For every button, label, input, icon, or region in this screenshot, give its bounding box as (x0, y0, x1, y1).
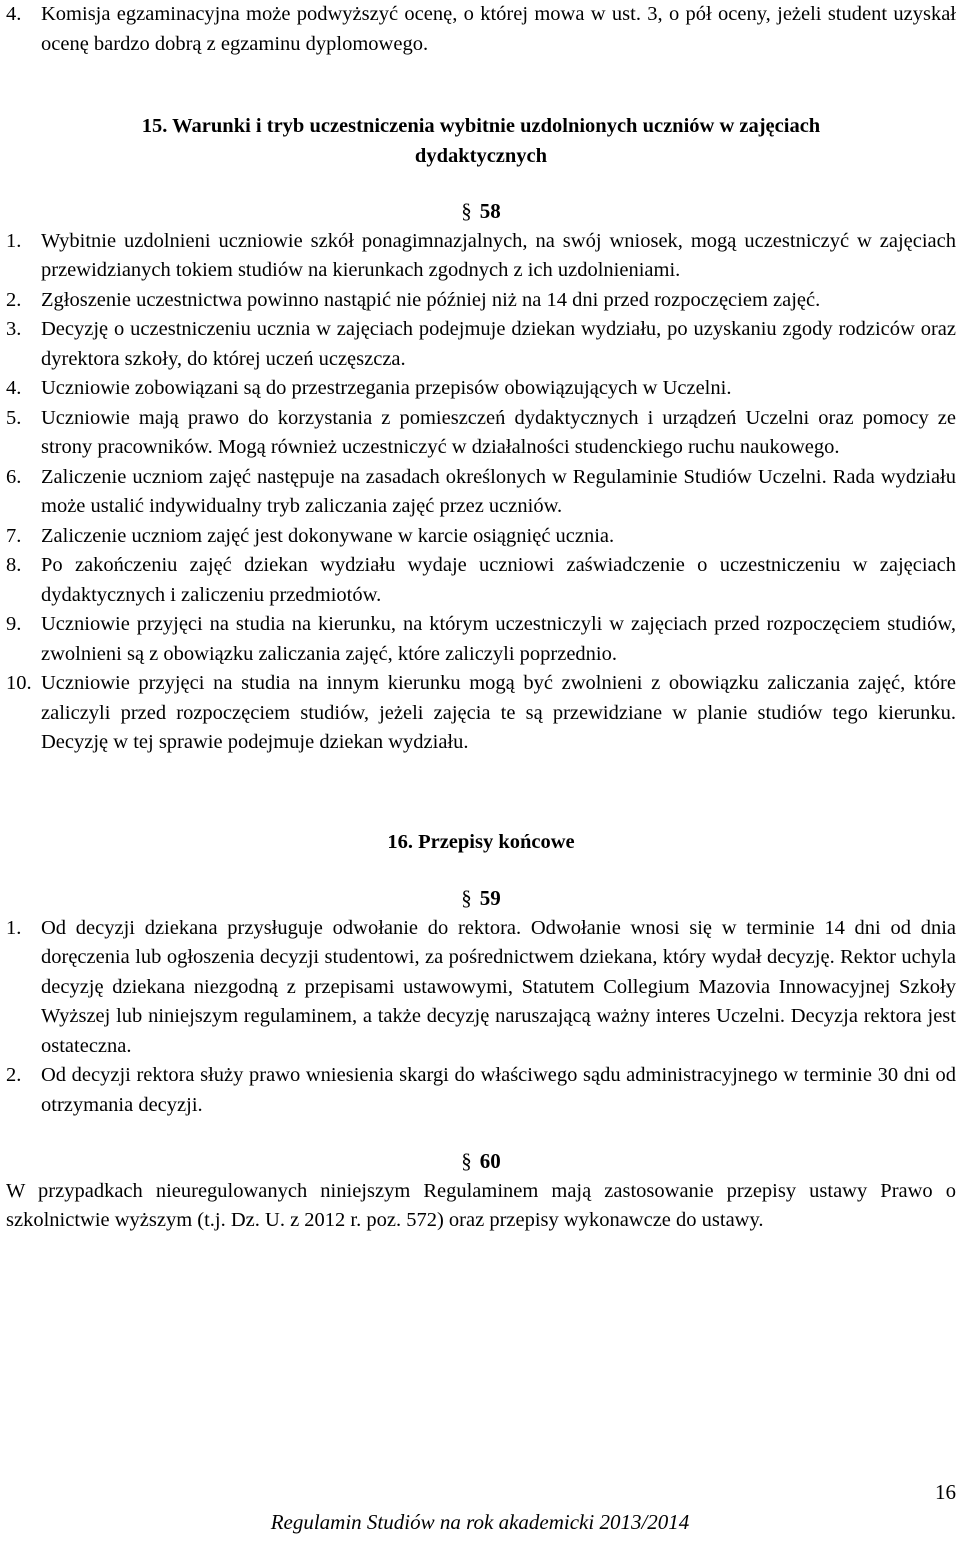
item-number: 5. (6, 406, 22, 429)
item-number: 8. (6, 554, 22, 576)
list-item (6, 1061, 956, 1120)
paragraph-number: 58 (479, 199, 501, 223)
item-text: Uczniowie przyjęci na studia na innym kierunku mogą być zwolnieni z obowiązku zaliczania zajęć, które zaliczyli przed rozpoczęciem studiów, jeżeli zajęcia te są przewidziane w planie studiów tego kierunku. Decyzję w tej sprawie podejmuje dziekan wydziału. (41, 672, 956, 753)
paragraph-sign: § (461, 199, 472, 223)
list-item (6, 610, 956, 669)
item-text: Komisja egzaminacyjna może podwyższyć ocenę, o której mowa w ust. 3, o pół oceny, jeżeli student uzyskał ocenę bardzo dobrą z egzaminu dyplomowego. (41, 3, 956, 55)
item-text: Od decyzji dziekana przysługuje odwołanie do rektora. Odwołanie wnosi się w terminie 14 dni od dnia doręczenia lub ogłoszenia decyzji studentowi, za pośrednictwem dziekana, który wydał decyzję. Rektor uchyla decyzję dziekana niezgodną z przepisami ustawowymi, Statutem Collegium Mazovia Innowacyjnej Szkoły Wyższej lub niniejszym regulaminem, a także decyzję naruszającą ważny interes Uczelni. Decyzja rektora jest ostateczna. (41, 916, 956, 1057)
page-number: 16 (935, 1480, 956, 1504)
paragraph-number: 59 (479, 886, 501, 910)
item-text: Zgłoszenie uczestnictwa powinno nastąpić nie później niż na 14 dni przed rozpoczęciem zajęć. (41, 288, 821, 311)
list-item (6, 0, 956, 59)
item-text: Uczniowie zobowiązani są do przestrzegania przepisów obowiązujących w Uczelni. (41, 377, 732, 399)
list-item (6, 522, 956, 552)
item-text: Zaliczenie uczniom zajęć jest dokonywane w karcie osiągnięć ucznia. (41, 524, 615, 547)
item-number: 9. (6, 613, 22, 635)
document-page (6, 0, 956, 1236)
paragraph-number: 60 (479, 1149, 501, 1173)
item-number: 3. (6, 318, 22, 340)
item-number: 10. (6, 672, 32, 694)
list-item (6, 551, 956, 610)
item-number: 7. (6, 524, 22, 547)
paragraph-60-text: W przypadkach nieuregulowanych niniejszym Regulaminem mają zastosowanie przepisy ustawy Prawo o szkolnictwie wyższym (t.j. Dz. U. z 2012 r. poz. 572) oraz przepisy wykonawcze do ustawy. (6, 1179, 956, 1231)
item-number: 4. (6, 3, 22, 25)
paragraph-60-heading (6, 1147, 956, 1177)
paragraph-59-heading (6, 884, 956, 914)
section-16-title: 16. Przepisy końcowe (387, 830, 575, 853)
list-item (6, 286, 956, 316)
item-number: 4. (6, 377, 22, 399)
list-item (6, 463, 956, 522)
item-text: Zaliczenie uczniom zajęć następuje na zasadach określonych w Regulaminie Studiów Uczelni. Rada wydziału może ustalić indywidualny tryb zaliczania zajęć przez uczniów. (41, 465, 956, 517)
list-item (6, 315, 956, 374)
item-number: 2. (6, 288, 22, 311)
list-item (6, 669, 956, 758)
item-text: Wybitnie uzdolnieni uczniowie szkół ponagimnazjalnych, na swój wniosek, mogą uczestniczyć w zajęciach przewidzianych tokiem studiów na kierunkach zgodnych z ich uzdolnieniami. (41, 229, 956, 281)
section-16-list (6, 914, 956, 1121)
list-item (6, 227, 956, 286)
paragraph-sign: § (461, 886, 472, 910)
item-number: 1. (6, 229, 22, 252)
paragraph-sign: § (461, 1149, 472, 1173)
list-item (6, 374, 956, 404)
item-text: Po zakończeniu zajęć dziekan wydziału wydaje uczniowi zaświadczenie o uczestniczeniu w zajęciach dydaktycznych i zaliczeniu przedmiotów. (41, 554, 956, 606)
item-text: Decyzję o uczestniczeniu ucznia w zajęciach podejmuje dziekan wydziału, po uzyskaniu zgody rodziców oraz dyrektora szkoły, do której uczeń uczęszcza. (41, 318, 956, 370)
page-footer: Regulamin Studiów na rok akademicki 2013/2014 (270, 1510, 690, 1534)
section-15-title (6, 112, 956, 171)
item-text: Od decyzji rektora służy prawo wniesienia skargi do właściwego sądu administracyjnego w terminie 30 dni od otrzymania decyzji. (41, 1064, 956, 1116)
item-number: 1. (6, 916, 22, 939)
section-15-title-line2: dydaktycznych (414, 144, 548, 167)
item-text: Uczniowie przyjęci na studia na kierunku, na którym uczestniczyli w zajęciach przed rozpoczęciem studiów, zwolnieni są z obowiązku zaliczania zajęć, które zaliczyli poprzednio. (41, 613, 956, 665)
item-text: Uczniowie mają prawo do korzystania z pomieszczeń dydaktycznych i urządzeń Uczelni oraz pomocy ze strony pracowników. Mogą również uczestniczyć w działalności studenckiego ruchu naukowego. (41, 406, 956, 458)
list-item (6, 404, 956, 463)
item-number: 2. (6, 1064, 22, 1086)
list-item (6, 914, 956, 1062)
section-15-title-line1: 15. Warunki i tryb uczestniczenia wybitnie uzdolnionych uczniów w zajęciach (141, 115, 821, 137)
paragraph-58-heading (6, 197, 956, 227)
section-15-list (6, 227, 956, 758)
item-number: 6. (6, 465, 22, 488)
